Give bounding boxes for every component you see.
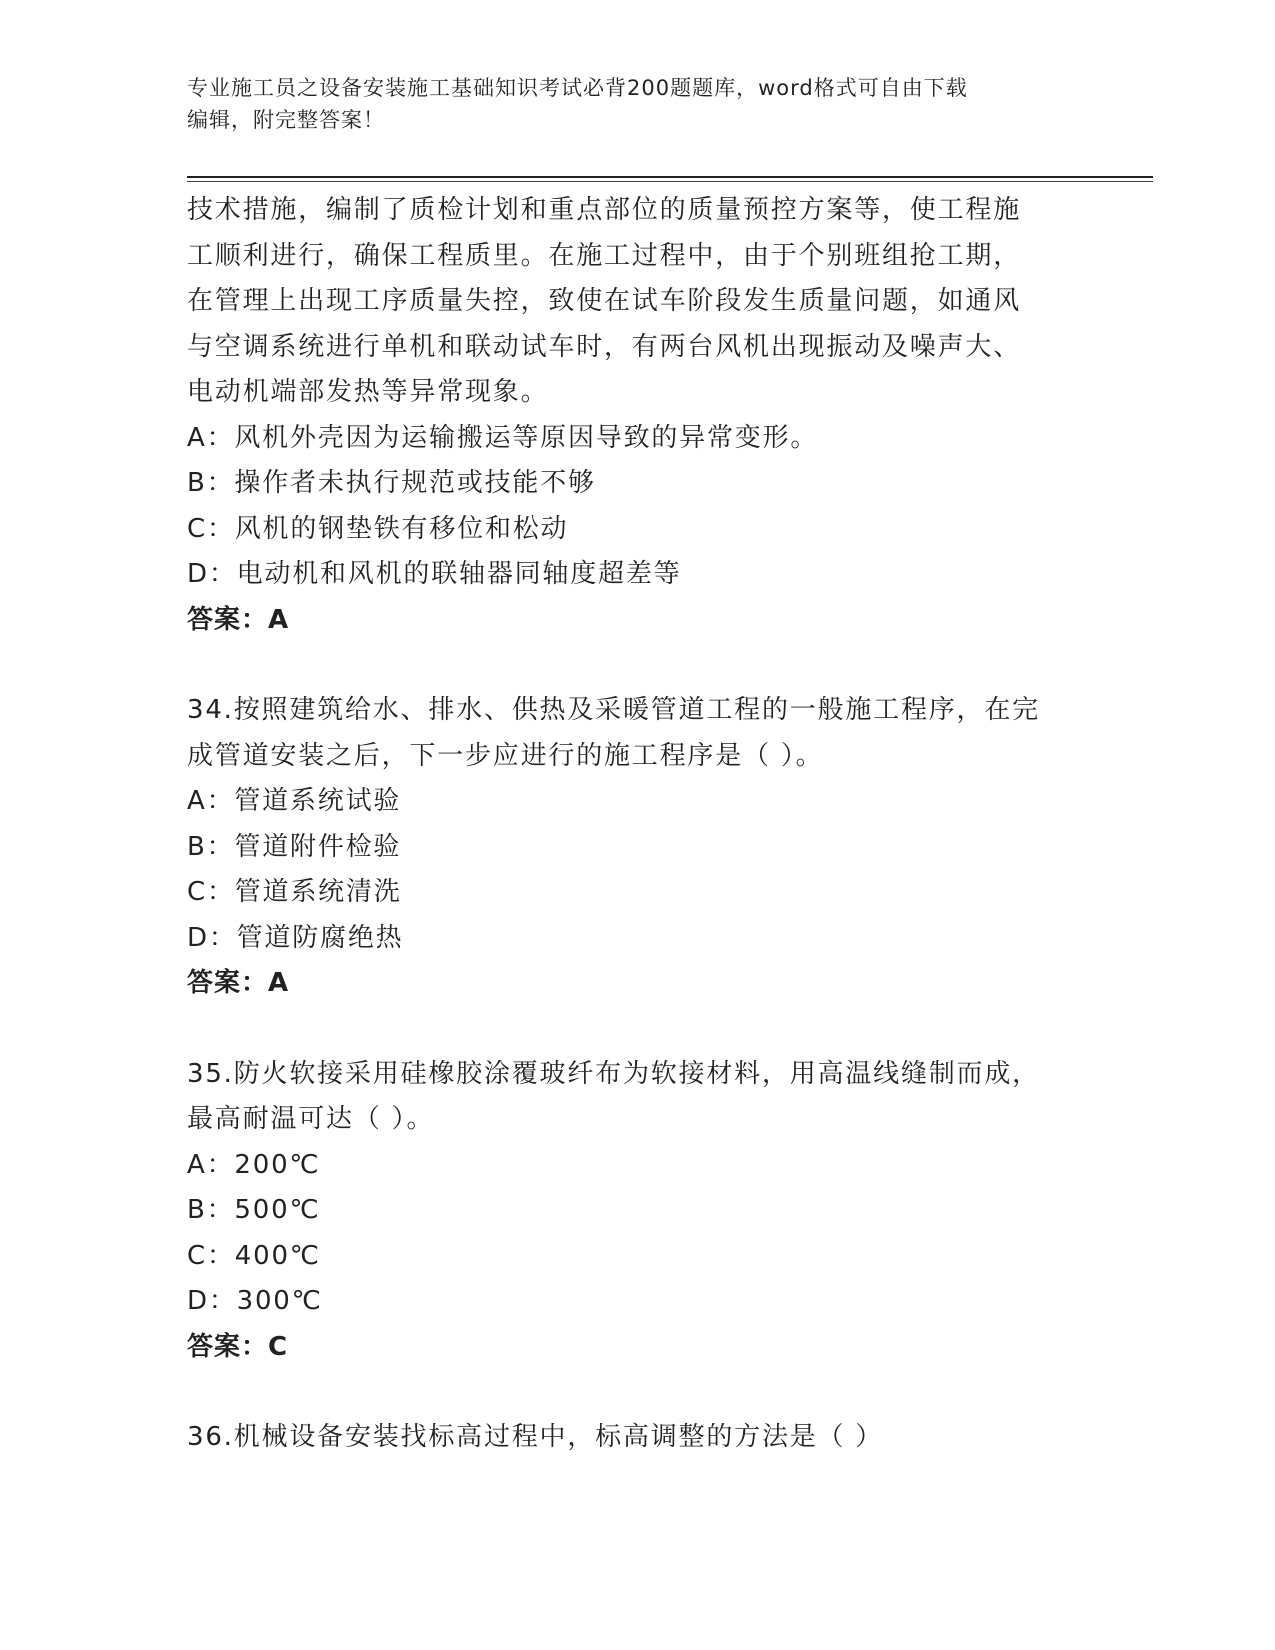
question-stem-line: 成管道安装之后，下一步应进行的施工程序是（ ）。	[187, 740, 824, 771]
question-stem-line: 技术措施，编制了质检计划和重点部位的质量预控方案等，使工程施	[187, 195, 1022, 225]
question-stem-line: 在管理上出现工序质量失控，致使在试车阶段发生质量问题，如通风	[187, 286, 1022, 316]
question-stem-line: 36.机械设备安装找标高过程中，标高调整的方法是（ ）	[187, 1422, 884, 1452]
question-36	[187, 1415, 1087, 1461]
question-34	[187, 688, 1087, 1007]
question-stem-line: 35.防火软接采用硅橡胶涂覆玻纤布为软接材料，用高温线缝制而成，	[187, 1058, 1040, 1089]
option-b: B：500℃	[187, 1195, 321, 1225]
option-c: C：管道系统清洗	[187, 877, 402, 907]
answer-label: 答案：C	[187, 1331, 289, 1362]
question-list	[187, 188, 1087, 1461]
question-33	[187, 188, 1087, 643]
option-d: D：电动机和风机的联轴器同轴度超差等	[187, 559, 682, 589]
document-header	[187, 72, 1067, 136]
header-title-line-1: 专业施工员之设备安装施工基础知识考试必背200题题库，word格式可自由下载	[187, 76, 968, 100]
header-title-line-2: 编辑，附完整答案！	[187, 108, 385, 132]
option-a: A：200℃	[187, 1149, 321, 1180]
option-c: C：400℃	[187, 1240, 321, 1271]
answer-label: 答案：A	[187, 604, 290, 635]
question-35	[187, 1052, 1087, 1371]
header-divider-thin	[187, 181, 1153, 182]
question-stem-line: 34.按照建筑给水、排水、供热及采暖管道工程的一般施工程序，在完	[187, 695, 1040, 725]
header-divider-thick	[187, 176, 1153, 178]
option-d: D：管道防腐绝热	[187, 922, 404, 953]
option-a: A：风机外壳因为运输搬运等原因导致的异常变形。	[187, 422, 819, 453]
spacer	[187, 1370, 1087, 1415]
spacer	[187, 643, 1087, 688]
question-stem-line: 最高耐温可达（ ）。	[187, 1104, 435, 1134]
spacer	[187, 1007, 1087, 1052]
option-c: C：风机的钢垫铁有移位和松动	[187, 513, 569, 544]
question-stem-line: 与空调系统进行单机和联动试车时，有两台风机出现振动及噪声大、	[187, 331, 1022, 362]
option-d: D：300℃	[187, 1286, 323, 1316]
option-b: B：操作者未执行规范或技能不够	[187, 468, 596, 498]
option-a: A：管道系统试验	[187, 786, 402, 816]
question-stem-line: 电动机端部发热等异常现象。	[187, 377, 549, 407]
option-b: B：管道附件检验	[187, 831, 402, 862]
question-stem-line: 工顺利进行，确保工程质里。在施工过程中，由于个别班组抢工期，	[187, 240, 1022, 271]
answer-label: 答案：A	[187, 968, 290, 998]
